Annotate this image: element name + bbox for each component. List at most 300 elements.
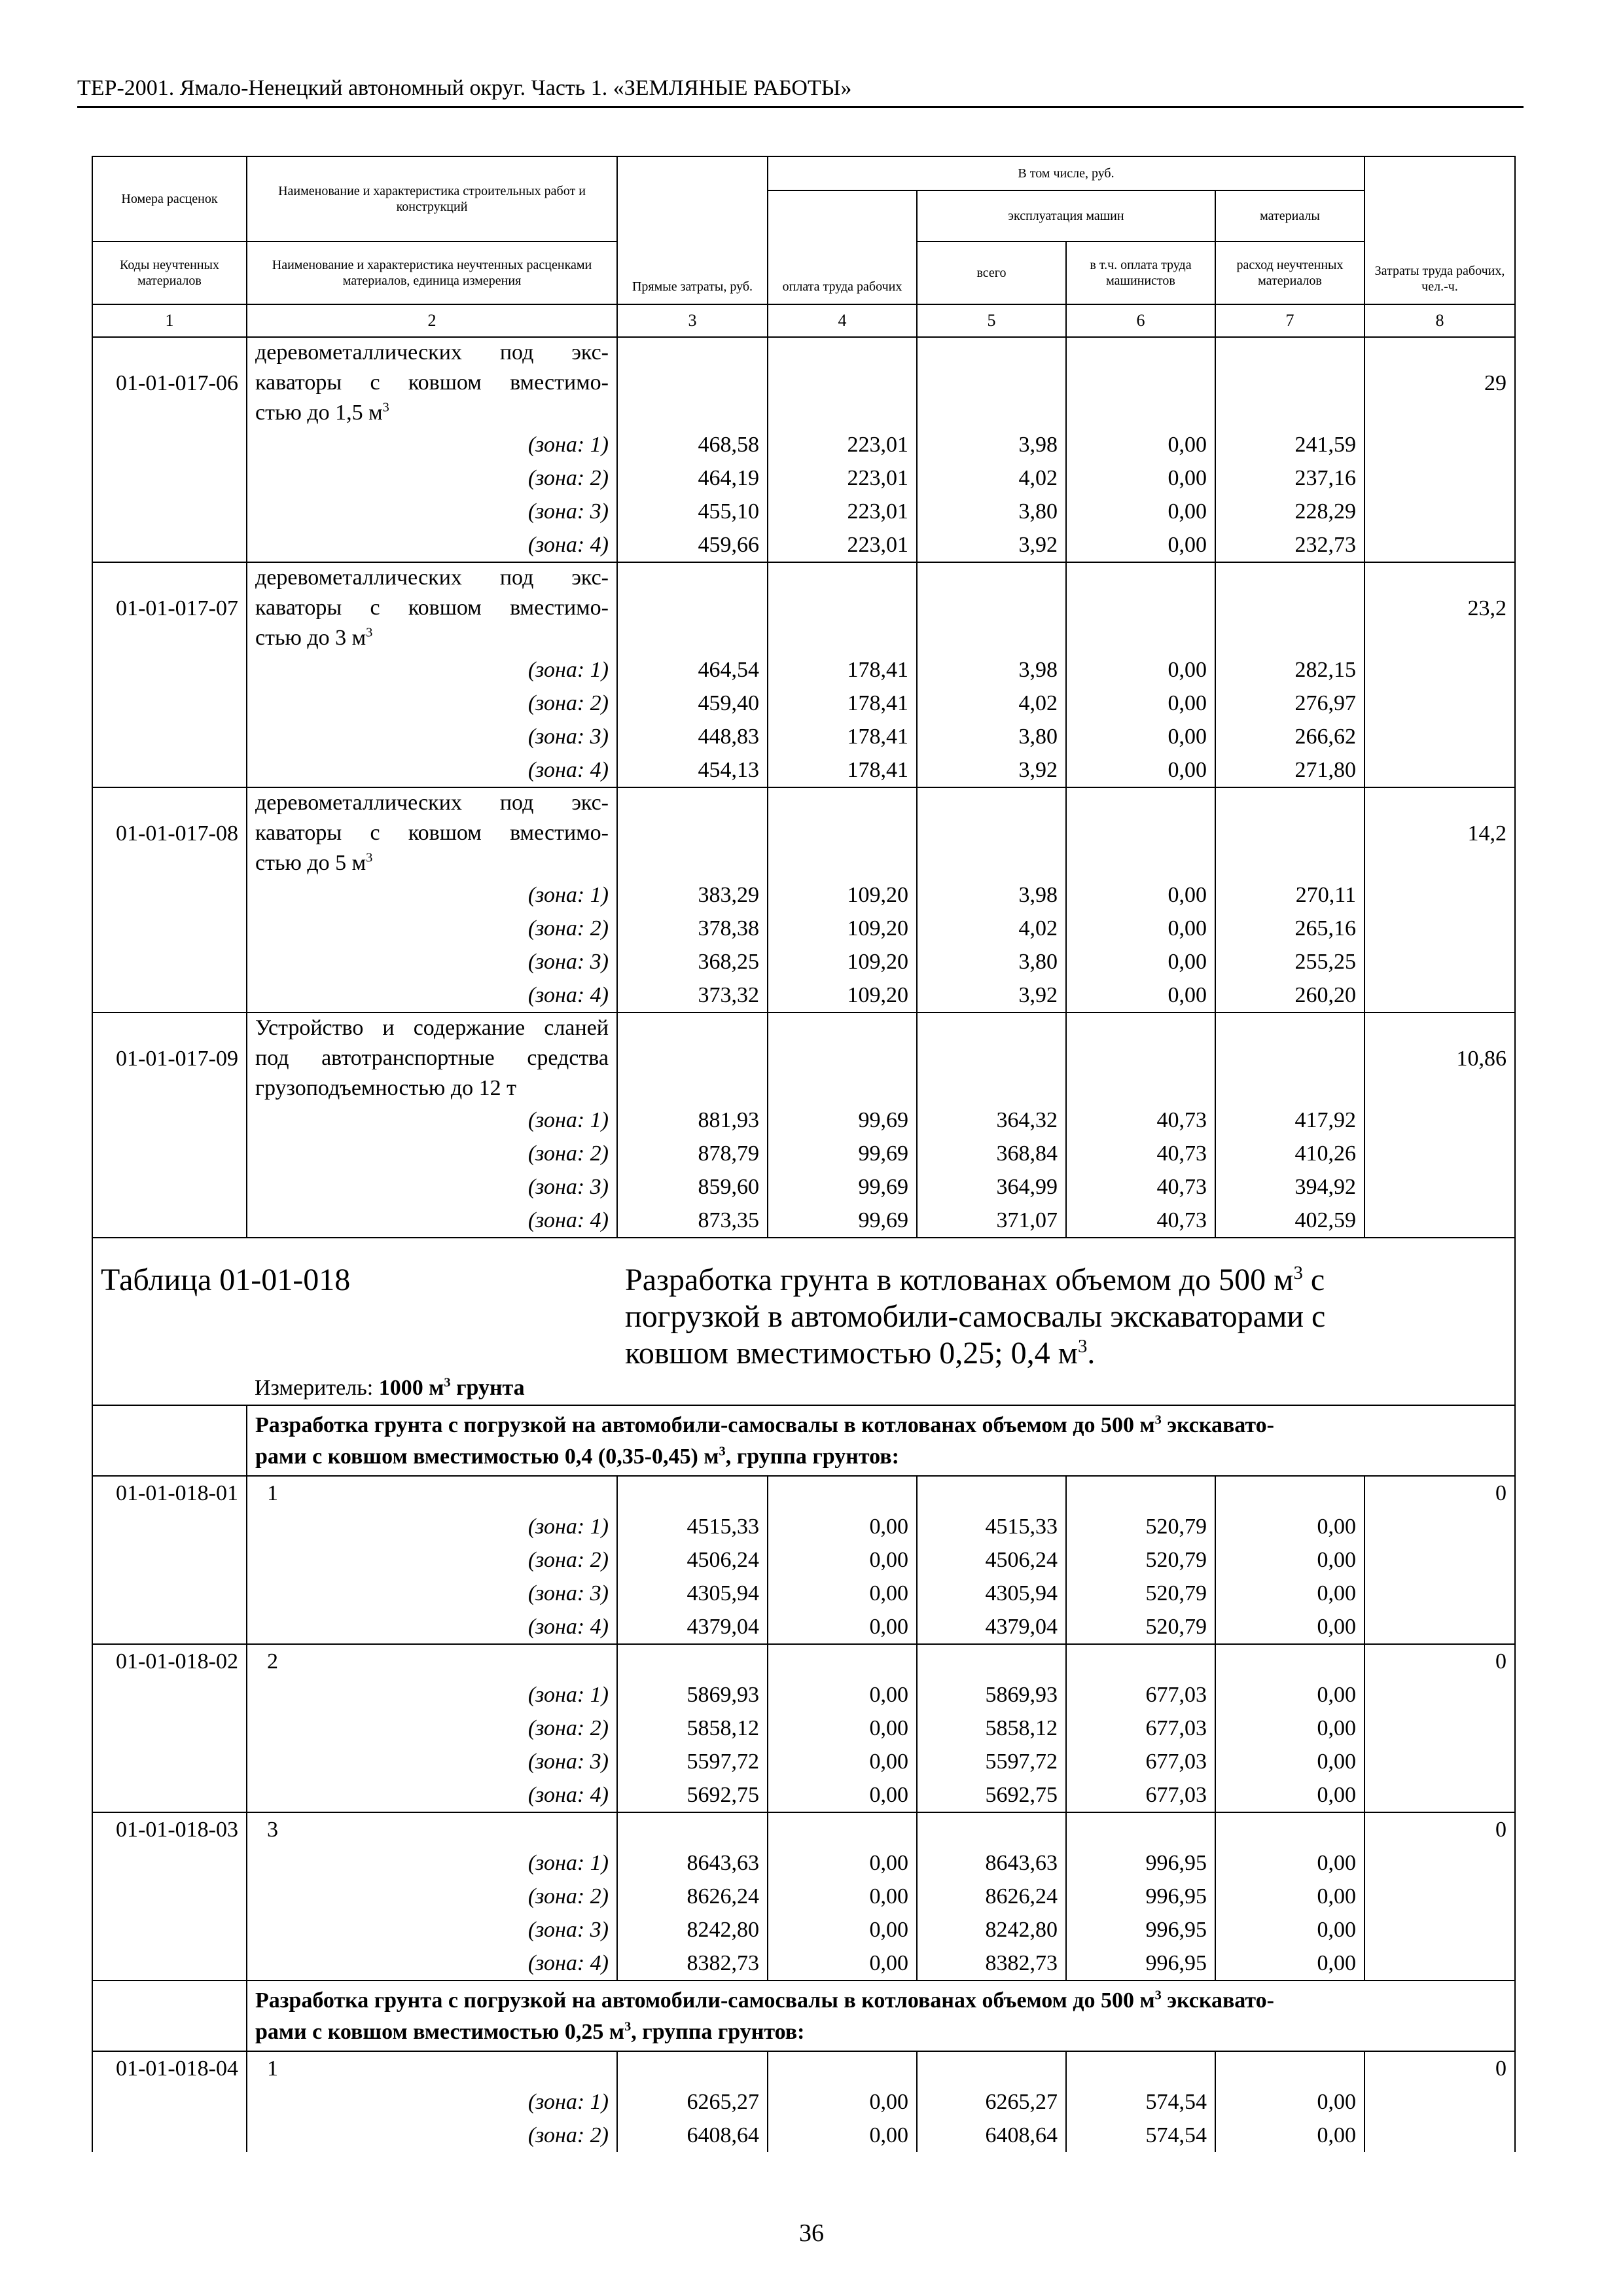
- value-cell: 468,58: [617, 428, 768, 461]
- cubic-superscript: 3: [1077, 1336, 1088, 1357]
- zone-label: (зона: 1): [247, 653, 617, 687]
- empty-cell: [617, 1812, 768, 1846]
- empty-cell: [917, 562, 1066, 653]
- empty-cell: [1215, 337, 1364, 428]
- value-cell: 0,00: [1066, 720, 1215, 753]
- value-cell: 6408,64: [617, 2119, 768, 2152]
- value-cell: 0,00: [1215, 2119, 1364, 2152]
- col8-header: Затраты труда рабочих, чел.-ч.: [1364, 156, 1515, 304]
- empty-cell: [92, 1778, 247, 1812]
- column-number: 1: [92, 304, 247, 337]
- value-cell: 0,00: [1215, 1678, 1364, 1712]
- empty-cell: [92, 720, 247, 753]
- rate-code: 01-01-018-02: [92, 1644, 247, 1678]
- value-cell: 3,80: [917, 945, 1066, 978]
- value-cell: 0,00: [768, 2119, 917, 2152]
- zone-label: (зона: 1): [247, 1678, 617, 1712]
- value-cell: 520,79: [1066, 1610, 1215, 1644]
- zone-row: [92, 1103, 1515, 1137]
- value-cell: 454,13: [617, 753, 768, 787]
- zone-row: [92, 878, 1515, 912]
- value-cell: 3,80: [917, 495, 1066, 528]
- table-row: [92, 1013, 1515, 1103]
- value-cell: 5858,12: [617, 1712, 768, 1745]
- zone-row: [92, 753, 1515, 787]
- zone-row: [92, 1577, 1515, 1610]
- value-cell: 99,69: [768, 1204, 917, 1238]
- col2-bottom-header: Наименование и характеристика неучтенных расценками материалов, единица измерения: [247, 242, 617, 304]
- empty-cell: [917, 787, 1066, 878]
- zone-row: [92, 2119, 1515, 2152]
- value-cell: 276,97: [1215, 687, 1364, 720]
- value-cell: 4,02: [917, 912, 1066, 945]
- column-number: 3: [617, 304, 768, 337]
- table-row: [92, 1812, 1515, 1846]
- zone-label: (зона: 4): [247, 1610, 617, 1644]
- empty-cell: [917, 1476, 1066, 1510]
- value-cell: 40,73: [1066, 1103, 1215, 1137]
- section-heading-line: Разработка грунта с погрузкой на автомобили-самосвалы в котлованах объемом до 500 $м^3$ экскавато-: [255, 1412, 1275, 1437]
- value-cell: 878,79: [617, 1137, 768, 1170]
- soil-group: 3: [247, 1812, 617, 1846]
- value-cell: 3,80: [917, 720, 1066, 753]
- table-row: [92, 337, 1515, 428]
- value-cell: 255,25: [1215, 945, 1364, 978]
- zone-row: [92, 2085, 1515, 2119]
- value-cell: 0,00: [1066, 945, 1215, 978]
- table-title: [617, 1238, 1515, 1372]
- value-cell: 271,80: [1215, 753, 1364, 787]
- empty-cell: [92, 1137, 247, 1170]
- empty-cell: [1215, 1476, 1364, 1510]
- empty-cell: [1364, 687, 1515, 720]
- zone-row: [92, 912, 1515, 945]
- labor-cost: 10,86: [1364, 1013, 1515, 1103]
- table-title-line: Разработка грунта в котлованах объемом до 500 $м^3$ с: [625, 1263, 1325, 1297]
- empty-cell: [92, 687, 247, 720]
- empty-cell: [92, 461, 247, 495]
- value-cell: 0,00: [1066, 912, 1215, 945]
- value-cell: 0,00: [1215, 1712, 1364, 1745]
- value-cell: 4379,04: [917, 1610, 1066, 1644]
- value-cell: 0,00: [768, 1712, 917, 1745]
- zone-row: [92, 653, 1515, 687]
- value-cell: 109,20: [768, 912, 917, 945]
- description-line: стью до 5 $м^3$: [255, 850, 373, 875]
- labor-cost: 23,2: [1364, 562, 1515, 653]
- description-line: грузоподъемностью до 12 т: [255, 1076, 516, 1100]
- value-cell: 0,00: [768, 1678, 917, 1712]
- empty-cell: [92, 1678, 247, 1712]
- value-cell: 109,20: [768, 978, 917, 1013]
- zone-label: (зона: 2): [247, 2119, 617, 2152]
- value-cell: 0,00: [768, 1543, 917, 1577]
- empty-cell: [1364, 1745, 1515, 1778]
- description-line: деревометаллических под экс-: [255, 791, 609, 815]
- zone-label: (зона: 4): [247, 753, 617, 787]
- empty-cell: [1364, 753, 1515, 787]
- empty-cell: [617, 337, 768, 428]
- group-header: В том числе, руб.: [768, 156, 1364, 190]
- value-cell: 178,41: [768, 687, 917, 720]
- soil-group: 1: [247, 2051, 617, 2085]
- empty-cell: [917, 2051, 1066, 2085]
- value-cell: 677,03: [1066, 1678, 1215, 1712]
- col6-header: в т.ч. оплата труда машинистов: [1066, 242, 1215, 304]
- value-cell: 3,98: [917, 878, 1066, 912]
- value-cell: 4506,24: [917, 1543, 1066, 1577]
- value-cell: 378,38: [617, 912, 768, 945]
- zone-label: (зона: 2): [247, 1137, 617, 1170]
- value-cell: 0,00: [1215, 1846, 1364, 1880]
- table-header: [92, 156, 1515, 337]
- empty-cell: [617, 562, 768, 653]
- value-cell: 237,16: [1215, 461, 1364, 495]
- running-header: ТЕР-2001. Ямало-Ненецкий автономный округ. Часть 1. «ЗЕМЛЯНЫЕ РАБОТЫ»: [77, 73, 1524, 108]
- section-heading-line: Разработка грунта с погрузкой на автомобили-самосвалы в котлованах объемом до 500 $м^3$ экскавато-: [255, 1988, 1275, 2013]
- zone-label: (зона: 4): [247, 1946, 617, 1981]
- empty-cell: [92, 2085, 247, 2119]
- section-heading-row: [92, 1981, 1515, 2051]
- value-cell: 368,84: [917, 1137, 1066, 1170]
- value-cell: 417,92: [1215, 1103, 1364, 1137]
- description-line: каваторы с ковшом вместимо-: [255, 821, 609, 845]
- description-line: под автотранспортные средства: [255, 1046, 609, 1070]
- value-cell: 464,54: [617, 653, 768, 687]
- description-line: деревометаллических под экс-: [255, 340, 609, 365]
- value-cell: 8382,73: [617, 1946, 768, 1981]
- work-description: [247, 787, 617, 878]
- measure-unit: [247, 1372, 1515, 1405]
- value-cell: 0,00: [768, 1745, 917, 1778]
- empty-cell: [92, 1610, 247, 1644]
- empty-cell: [1066, 787, 1215, 878]
- empty-cell: [92, 428, 247, 461]
- empty-cell: [92, 753, 247, 787]
- empty-cell: [1066, 562, 1215, 653]
- table-row: [92, 1476, 1515, 1510]
- value-cell: 0,00: [1215, 2085, 1364, 2119]
- empty-cell: [92, 1981, 247, 2051]
- empty-cell: [1215, 562, 1364, 653]
- value-cell: 4,02: [917, 687, 1066, 720]
- rate-code: 01-01-018-01: [92, 1476, 247, 1510]
- value-cell: 178,41: [768, 720, 917, 753]
- empty-cell: [92, 495, 247, 528]
- empty-cell: [768, 1013, 917, 1103]
- empty-cell: [1364, 1880, 1515, 1913]
- value-cell: 3,98: [917, 653, 1066, 687]
- value-cell: 0,00: [1215, 1577, 1364, 1610]
- table-row: [92, 1644, 1515, 1678]
- rate-code: 01-01-018-03: [92, 1812, 247, 1846]
- empty-cell: [92, 1204, 247, 1238]
- empty-cell: [1066, 1644, 1215, 1678]
- value-cell: 4515,33: [617, 1510, 768, 1543]
- empty-cell: [1364, 720, 1515, 753]
- value-cell: 677,03: [1066, 1745, 1215, 1778]
- zone-label: (зона: 2): [247, 1712, 617, 1745]
- value-cell: 677,03: [1066, 1778, 1215, 1812]
- value-cell: 459,40: [617, 687, 768, 720]
- labor-cost: 0: [1364, 2051, 1515, 2085]
- value-cell: 178,41: [768, 753, 917, 787]
- value-cell: 0,00: [1066, 528, 1215, 562]
- zone-label: (зона: 4): [247, 528, 617, 562]
- zone-label: (зона: 3): [247, 1913, 617, 1946]
- description-line: каваторы с ковшом вместимо-: [255, 596, 609, 620]
- value-cell: 996,95: [1066, 1913, 1215, 1946]
- value-cell: 464,19: [617, 461, 768, 495]
- value-cell: 0,00: [768, 2085, 917, 2119]
- empty-cell: [1364, 1610, 1515, 1644]
- description-line: стью до 1,5 $м^3$: [255, 400, 389, 425]
- empty-cell: [1066, 337, 1215, 428]
- value-cell: 368,25: [617, 945, 768, 978]
- empty-cell: [917, 337, 1066, 428]
- value-cell: 873,35: [617, 1204, 768, 1238]
- zone-row: [92, 1913, 1515, 1946]
- column-number: 2: [247, 304, 617, 337]
- value-cell: 6265,27: [617, 2085, 768, 2119]
- value-cell: 223,01: [768, 528, 917, 562]
- zone-label: (зона: 3): [247, 1745, 617, 1778]
- value-cell: 0,00: [1215, 1510, 1364, 1543]
- table-row: [92, 562, 1515, 653]
- zone-label: (зона: 1): [247, 1510, 617, 1543]
- soil-group: 2: [247, 1644, 617, 1678]
- value-cell: 0,00: [1066, 495, 1215, 528]
- empty-cell: [1364, 1577, 1515, 1610]
- value-cell: 996,95: [1066, 1846, 1215, 1880]
- value-cell: 3,92: [917, 978, 1066, 1013]
- value-cell: 996,95: [1066, 1880, 1215, 1913]
- cubic-superscript: 3: [1293, 1263, 1303, 1283]
- empty-cell: [768, 1644, 917, 1678]
- empty-cell: [92, 912, 247, 945]
- zone-row: [92, 1137, 1515, 1170]
- empty-cell: [92, 1745, 247, 1778]
- value-cell: 520,79: [1066, 1577, 1215, 1610]
- value-cell: 6408,64: [917, 2119, 1066, 2152]
- description-line: каваторы с ковшом вместимо-: [255, 370, 609, 395]
- value-cell: 0,00: [768, 1510, 917, 1543]
- value-cell: 4379,04: [617, 1610, 768, 1644]
- value-cell: 520,79: [1066, 1543, 1215, 1577]
- col4-header: оплата труда рабочих: [768, 190, 917, 304]
- empty-cell: [92, 1372, 247, 1405]
- empty-cell: [1364, 428, 1515, 461]
- value-cell: 0,00: [1215, 1745, 1364, 1778]
- work-description: [247, 1013, 617, 1103]
- zone-label: (зона: 4): [247, 1778, 617, 1812]
- labor-cost: 14,2: [1364, 787, 1515, 878]
- zone-row: [92, 1170, 1515, 1204]
- value-cell: 223,01: [768, 461, 917, 495]
- section-heading-line: рами с ковшом вместимостью 0,25 $м^3$, группа грунтов:: [255, 2019, 805, 2044]
- empty-cell: [917, 1013, 1066, 1103]
- value-cell: 0,00: [1215, 1946, 1364, 1981]
- zone-label: (зона: 2): [247, 912, 617, 945]
- empty-cell: [92, 1577, 247, 1610]
- empty-cell: [1364, 978, 1515, 1013]
- value-cell: 3,92: [917, 753, 1066, 787]
- cubic-superscript: 3: [1154, 1412, 1162, 1427]
- value-cell: 4305,94: [917, 1577, 1066, 1610]
- empty-cell: [1364, 1103, 1515, 1137]
- cubic-superscript: 3: [382, 400, 389, 415]
- empty-cell: [92, 1880, 247, 1913]
- empty-cell: [1364, 495, 1515, 528]
- value-cell: 109,20: [768, 878, 917, 912]
- empty-cell: [92, 1946, 247, 1981]
- zone-row: [92, 720, 1515, 753]
- empty-cell: [1364, 461, 1515, 495]
- value-cell: 677,03: [1066, 1712, 1215, 1745]
- empty-cell: [1364, 2119, 1515, 2152]
- column-number: 4: [768, 304, 917, 337]
- description-line: стью до 3 $м^3$: [255, 625, 373, 650]
- value-cell: 8242,80: [617, 1913, 768, 1946]
- value-cell: 0,00: [1215, 1880, 1364, 1913]
- value-cell: 0,00: [1066, 978, 1215, 1013]
- value-cell: 266,62: [1215, 720, 1364, 753]
- measure-value: 1000 $м^3$ грунта: [378, 1375, 525, 1400]
- value-cell: 520,79: [1066, 1510, 1215, 1543]
- section-heading-line: рами с ковшом вместимостью 0,4 (0,35-0,45) $м^3$, группа грунтов:: [255, 1444, 899, 1469]
- machines-header: эксплуатация машин: [917, 190, 1215, 242]
- empty-cell: [1215, 787, 1364, 878]
- value-cell: 455,10: [617, 495, 768, 528]
- empty-cell: [1066, 1476, 1215, 1510]
- value-cell: 0,00: [1215, 1913, 1364, 1946]
- empty-cell: [92, 1170, 247, 1204]
- empty-cell: [1364, 878, 1515, 912]
- labor-cost: 0: [1364, 1476, 1515, 1510]
- value-cell: 40,73: [1066, 1204, 1215, 1238]
- zone-row: [92, 1745, 1515, 1778]
- empty-cell: [1364, 1678, 1515, 1712]
- zone-label: (зона: 2): [247, 1543, 617, 1577]
- empty-cell: [768, 787, 917, 878]
- zone-label: (зона: 4): [247, 978, 617, 1013]
- zone-label: (зона: 1): [247, 1846, 617, 1880]
- col5-header: всего: [917, 242, 1066, 304]
- table-title-row: [92, 1238, 1515, 1372]
- empty-cell: [1364, 1778, 1515, 1812]
- value-cell: 5869,93: [917, 1678, 1066, 1712]
- value-cell: 0,00: [1215, 1543, 1364, 1577]
- empty-cell: [92, 653, 247, 687]
- value-cell: 5597,72: [617, 1745, 768, 1778]
- value-cell: 410,26: [1215, 1137, 1364, 1170]
- value-cell: 0,00: [768, 1946, 917, 1981]
- value-cell: 5858,12: [917, 1712, 1066, 1745]
- table-title-line: погрузкой в автомобили-самосвалы экскаваторами с: [625, 1299, 1326, 1334]
- empty-cell: [1215, 1812, 1364, 1846]
- value-cell: 5692,75: [917, 1778, 1066, 1812]
- empty-cell: [92, 1846, 247, 1880]
- zone-row: [92, 945, 1515, 978]
- value-cell: 5692,75: [617, 1778, 768, 1812]
- value-cell: 402,59: [1215, 1204, 1364, 1238]
- value-cell: 0,00: [1066, 461, 1215, 495]
- col7-header: расход неучтенных материалов: [1215, 242, 1364, 304]
- zone-label: (зона: 4): [247, 1204, 617, 1238]
- section-heading-row: [92, 1405, 1515, 1476]
- value-cell: 394,92: [1215, 1170, 1364, 1204]
- rates-table: [92, 156, 1516, 2152]
- value-cell: 223,01: [768, 428, 917, 461]
- zone-row: [92, 1204, 1515, 1238]
- zone-row: [92, 1880, 1515, 1913]
- empty-cell: [1364, 653, 1515, 687]
- value-cell: 574,54: [1066, 2119, 1215, 2152]
- value-cell: 8643,63: [917, 1846, 1066, 1880]
- value-cell: 0,00: [1066, 687, 1215, 720]
- rate-code: 01-01-017-07: [92, 562, 247, 653]
- rate-code: 01-01-017-06: [92, 337, 247, 428]
- value-cell: 0,00: [1066, 653, 1215, 687]
- value-cell: 8643,63: [617, 1846, 768, 1880]
- col3-header: Прямые затраты, руб.: [617, 156, 768, 304]
- empty-cell: [1364, 945, 1515, 978]
- empty-cell: [1364, 1170, 1515, 1204]
- col1-bottom-header: Коды неучтенных материалов: [92, 242, 247, 304]
- value-cell: 40,73: [1066, 1170, 1215, 1204]
- zone-row: [92, 495, 1515, 528]
- labor-cost: 0: [1364, 1812, 1515, 1846]
- cubic-superscript: 3: [624, 2019, 632, 2034]
- value-cell: 0,00: [1215, 1778, 1364, 1812]
- zone-label: (зона: 2): [247, 687, 617, 720]
- value-cell: 228,29: [1215, 495, 1364, 528]
- work-description: [247, 337, 617, 428]
- empty-cell: [768, 1812, 917, 1846]
- value-cell: 364,99: [917, 1170, 1066, 1204]
- value-cell: 859,60: [617, 1170, 768, 1204]
- zone-row: [92, 1778, 1515, 1812]
- value-cell: 0,00: [768, 1846, 917, 1880]
- table-row: [92, 2051, 1515, 2085]
- zone-row: [92, 687, 1515, 720]
- value-cell: 3,98: [917, 428, 1066, 461]
- empty-cell: [1364, 1913, 1515, 1946]
- empty-cell: [1364, 1846, 1515, 1880]
- value-cell: 178,41: [768, 653, 917, 687]
- empty-cell: [768, 337, 917, 428]
- table-number: Таблица 01-01-018: [92, 1238, 617, 1372]
- value-cell: 8626,24: [617, 1880, 768, 1913]
- value-cell: 223,01: [768, 495, 917, 528]
- value-cell: 448,83: [617, 720, 768, 753]
- value-cell: 260,20: [1215, 978, 1364, 1013]
- empty-cell: [917, 1812, 1066, 1846]
- column-number: 6: [1066, 304, 1215, 337]
- zone-row: [92, 1678, 1515, 1712]
- cubic-superscript: 3: [444, 1375, 451, 1390]
- value-cell: 0,00: [1215, 1610, 1364, 1644]
- value-cell: 0,00: [1066, 878, 1215, 912]
- empty-cell: [1215, 2051, 1364, 2085]
- zone-row: [92, 1846, 1515, 1880]
- empty-cell: [1364, 1946, 1515, 1981]
- zone-label: (зона: 1): [247, 1103, 617, 1137]
- work-description: [247, 562, 617, 653]
- page-number: 36: [799, 2219, 824, 2247]
- value-cell: 270,11: [1215, 878, 1364, 912]
- value-cell: 0,00: [768, 1610, 917, 1644]
